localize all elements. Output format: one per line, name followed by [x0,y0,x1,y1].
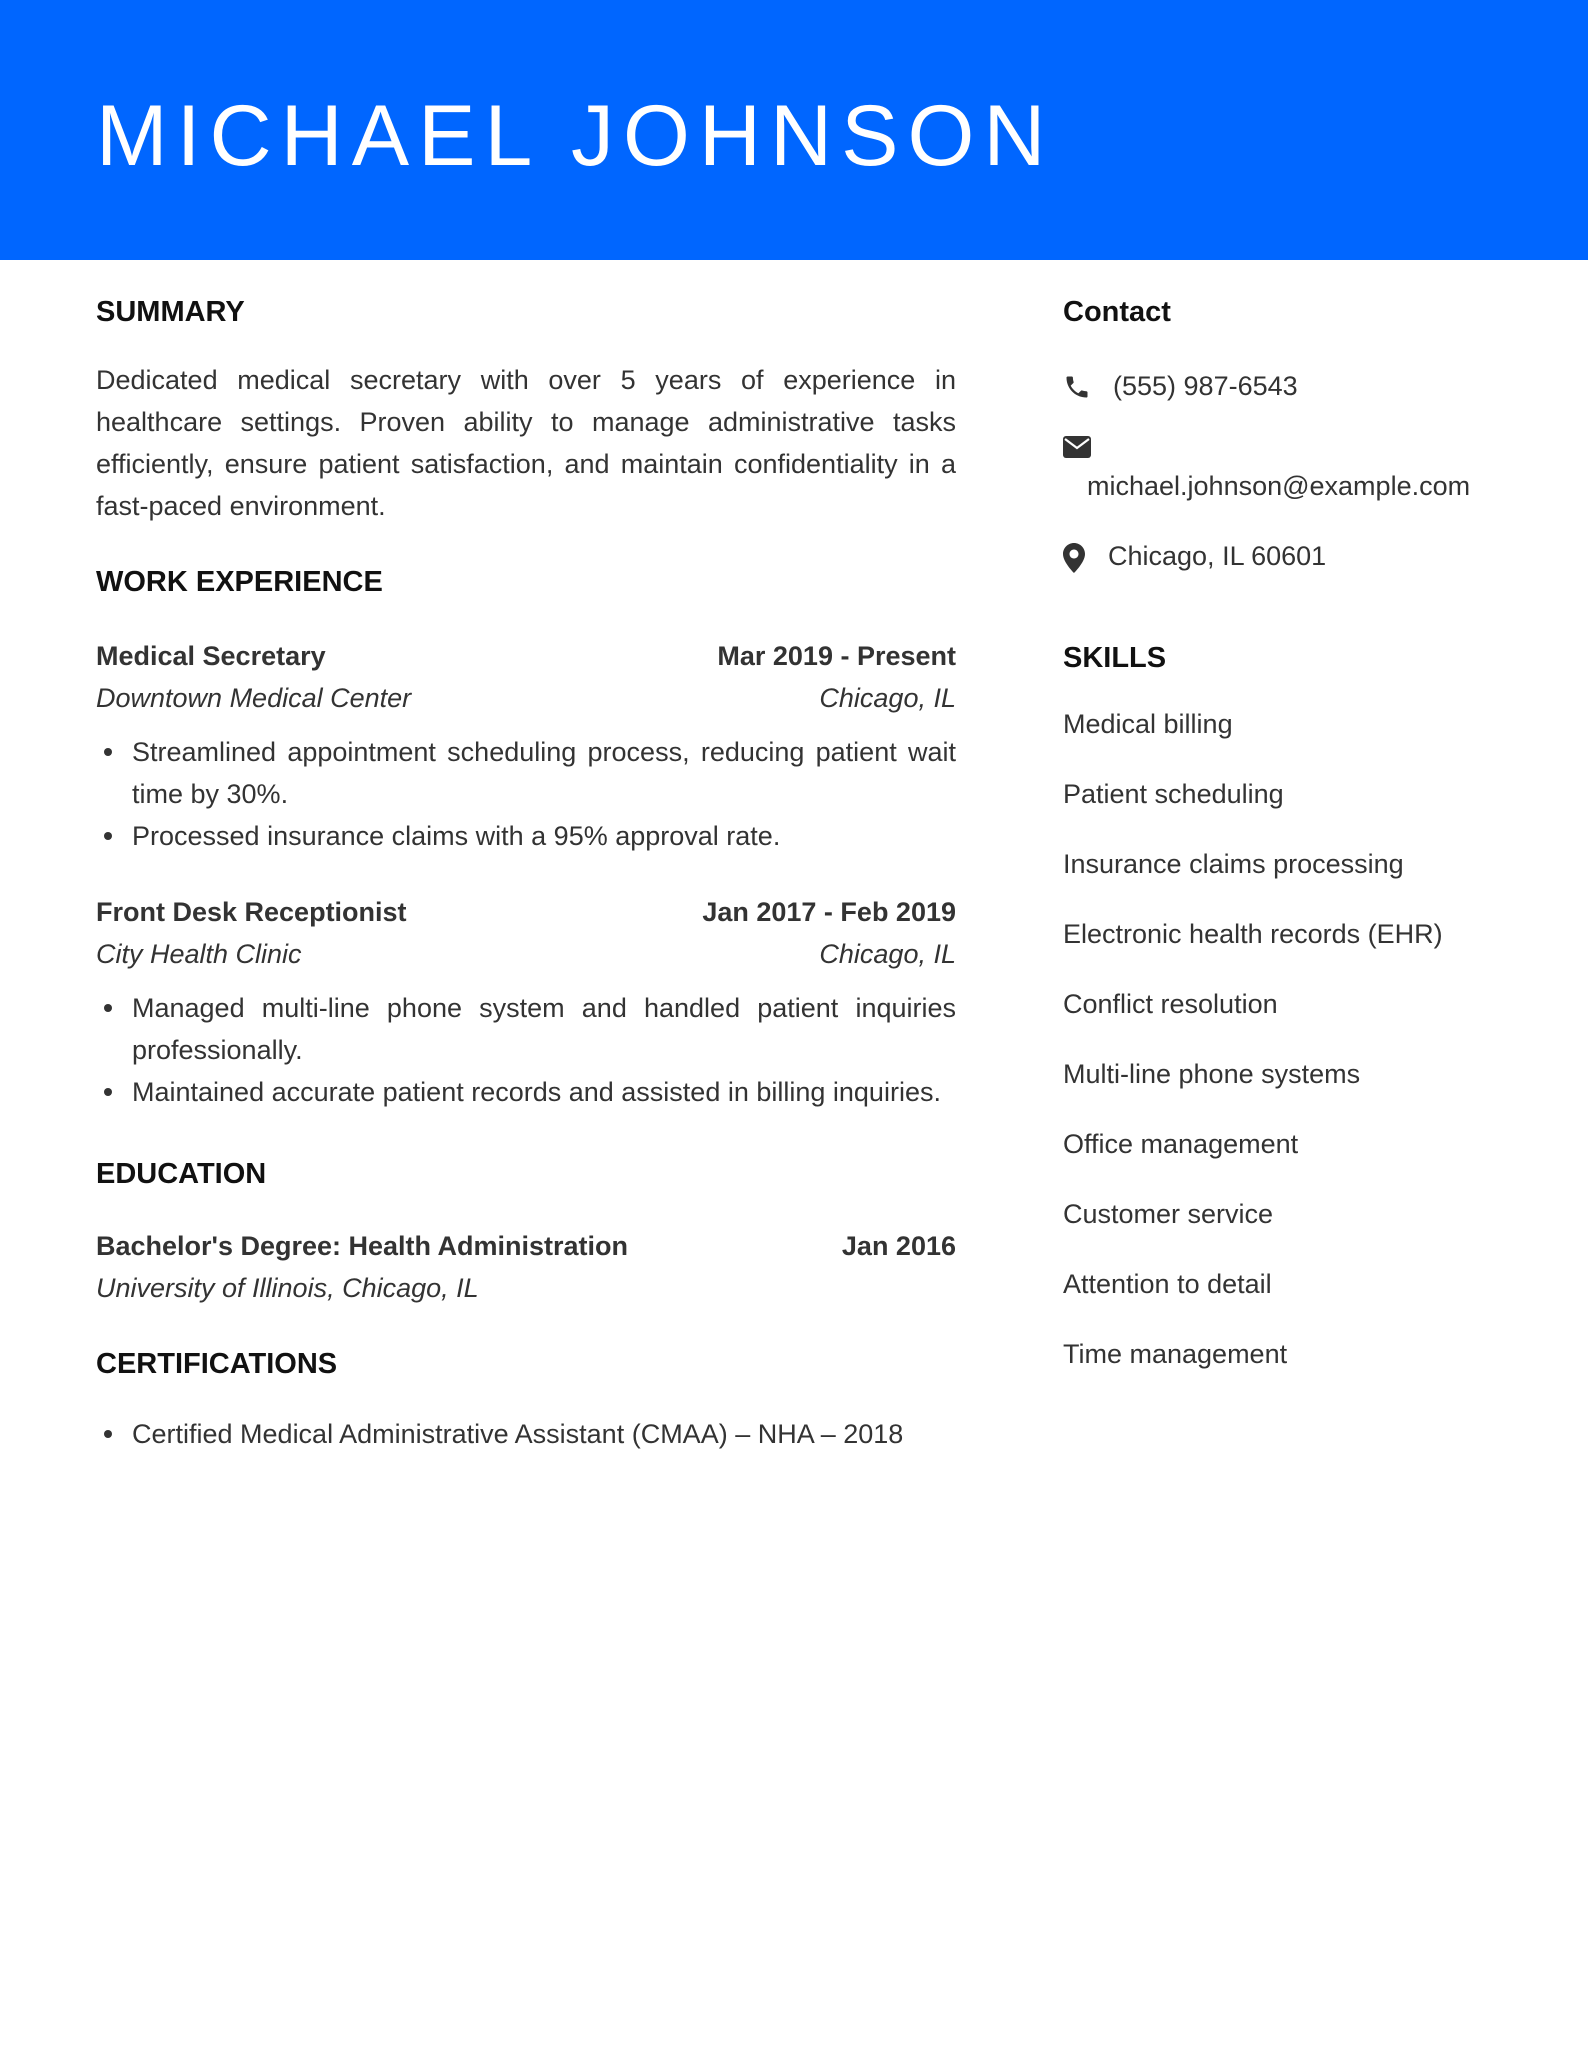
summary-text: Dedicated medical secretary with over 5 years of experience in healthcare settings. Proven ability to manage administrative tasks efficiently, ensure patient satisfaction, and maintain confidentiality in a fast-paced environment. [96,365,956,521]
job-bullet-text: Managed multi-line phone system and handled patient inquiries professionally. [132,993,956,1065]
job-title: Medical Secretary [96,641,326,671]
job-employer: Downtown Medical Center [96,683,412,713]
skill-item: Multi-line phone systems [1063,1059,1361,1089]
education-heading: EDUCATION [96,1158,267,1190]
contact-email [1063,465,1523,507]
bullet-dot-icon [104,1088,112,1096]
school: University of Illinois, Chicago, IL [96,1273,479,1303]
certifications-heading: CERTIFICATIONS [96,1348,338,1380]
bullet-dot-icon [104,832,112,840]
skill-item: Attention to detail [1063,1269,1272,1299]
job-employer: City Health Clinic [96,939,302,969]
job-entry [96,635,956,857]
job-bullet [96,1071,956,1113]
bullet-dot-icon [104,748,112,756]
contact-heading: Contact [1063,296,1171,328]
work-experience-heading: WORK EXPERIENCE [96,566,383,598]
main-column [96,260,956,1455]
job-bullets [96,987,956,1113]
skills-heading: SKILLS [1063,642,1167,674]
job-bullet [96,731,956,815]
phone-icon [1063,373,1091,401]
certification-item [96,1413,956,1455]
certifications-list [96,1413,956,1455]
sidebar-column [1063,260,1523,1403]
degree: Bachelor's Degree: Health Administration [96,1231,629,1261]
job-location: Chicago, IL [819,939,956,969]
skill-item: Time management [1063,1339,1288,1369]
skill-item: Medical billing [1063,709,1233,739]
education-entry [96,1225,956,1309]
contact-phone-text: (555) 987-6543 [1113,371,1298,401]
skill-item: Patient scheduling [1063,779,1284,809]
skill-item: Customer service [1063,1199,1274,1229]
contact-location [1063,535,1523,577]
job-bullet-text: Streamlined appointment scheduling process, reducing patient wait time by 30%. [132,737,956,809]
header-banner [0,0,1588,260]
skill-item: Electronic health records (EHR) [1063,919,1443,949]
skills-list [1063,703,1523,1375]
envelope-icon [1063,436,1091,458]
job-bullets [96,731,956,857]
certification-text: Certified Medical Administrative Assistant (CMAA) – NHA – 2018 [132,1419,904,1449]
map-marker-icon [1063,543,1085,573]
skill-item: Conflict resolution [1063,989,1278,1019]
bullet-dot-icon [104,1430,112,1438]
contact-email-icon-row [1063,435,1523,465]
graduation-date: Jan 2016 [841,1231,956,1261]
contact-location-text: Chicago, IL 60601 [1108,541,1327,571]
job-entry [96,891,956,1113]
job-bullet-text: Maintained accurate patient records and assisted in billing inquiries. [132,1077,941,1107]
job-bullet [96,815,956,857]
job-dates: Mar 2019 - Present [717,641,956,671]
contact-email-text: michael.johnson@example.com [1087,471,1471,501]
job-bullet [96,987,956,1071]
skill-item: Insurance claims processing [1063,849,1404,879]
job-location: Chicago, IL [819,683,956,713]
job-bullet-text: Processed insurance claims with a 95% approval rate. [132,821,781,851]
candidate-name: MICHAEL JOHNSON [96,88,1055,184]
skill-item: Office management [1063,1129,1299,1159]
job-dates: Jan 2017 - Feb 2019 [702,897,956,927]
contact-phone [1063,365,1523,407]
bullet-dot-icon [104,1004,112,1012]
job-title: Front Desk Receptionist [96,897,407,927]
summary-heading: SUMMARY [96,296,245,328]
